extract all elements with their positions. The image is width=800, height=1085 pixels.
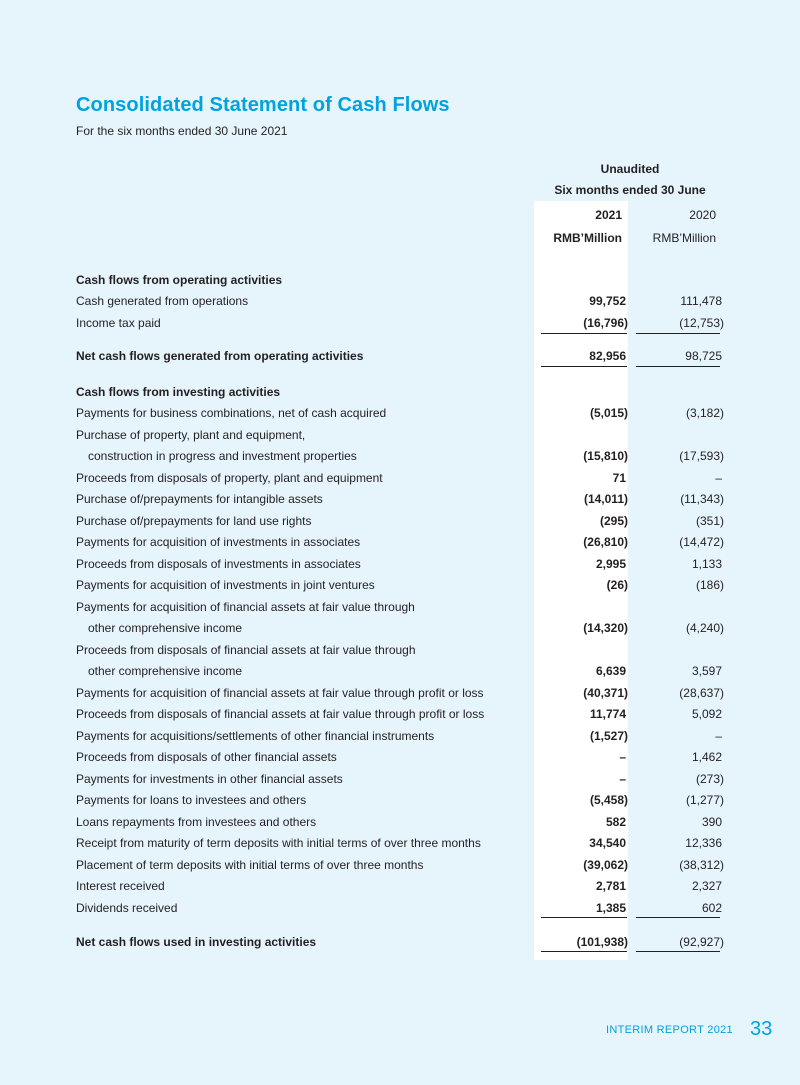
value-2021: – [619,750,626,764]
table-row [0,272,800,288]
value-2021: (40,371) [583,686,628,700]
row-label: other comprehensive income [88,664,243,678]
value-2021: (14,320) [583,621,628,635]
value-2021: (5,015) [589,406,628,420]
subtotal-rule-2021 [541,333,627,334]
table-row [0,728,800,744]
value-2021: (39,062) [583,858,628,872]
table-row [0,685,800,701]
table-row [0,934,800,950]
value-2020: 1,462 [691,750,722,764]
row-label: Receipt from maturity of term deposits with initial terms of over three months [76,836,481,850]
page-number: 33 [750,1018,773,1040]
header-unit-prior: RMB’Million [652,231,716,245]
table-row [0,384,800,400]
row-label: Purchase of property, plant and equipment, [76,428,306,442]
row-label: Payments for acquisition of financial assets at fair value through [76,600,415,614]
row-label: Cash generated from operations [76,294,249,308]
value-2020: – [715,729,722,743]
value-2020: (17,593) [679,449,724,463]
row-label: Payments for acquisitions/settlements of other financial instruments [76,729,435,743]
table-row [0,448,800,464]
row-label: Proceeds from disposals of financial assets at fair value through profit or loss [76,707,485,721]
header-year-current: 2021 [595,208,622,222]
value-2020: 602 [701,901,722,915]
value-2020: (11,343) [680,492,724,506]
row-label: Loans repayments from investees and others [76,815,317,829]
value-2020: (28,637) [679,686,724,700]
table-row [0,878,800,894]
value-2021: 582 [605,815,626,829]
value-2020: (4,240) [685,621,724,635]
value-2021: (5,458) [589,793,628,807]
value-2021: – [619,772,626,786]
table-row [0,315,800,331]
total-rule-2021 [541,366,627,367]
row-label: other comprehensive income [88,621,243,635]
value-2020: 390 [701,815,722,829]
table-row [0,577,800,593]
subtotal-rule-2020 [636,333,720,334]
row-label: Net cash flows used in investing activities [76,935,317,949]
table-row [0,771,800,787]
value-2021: (15,810) [583,449,628,463]
value-2020: – [715,471,722,485]
table-row [0,293,800,309]
value-2020: (14,472) [679,535,724,549]
value-2021: 2,781 [595,879,626,893]
row-label: Cash flows from investing activities [76,385,281,399]
value-2021: 2,995 [595,557,626,571]
row-label: Payments for acquisition of financial assets at fair value through profit or loss [76,686,484,700]
table-row [0,900,800,916]
table-row [0,706,800,722]
row-label: Proceeds from disposals of investments in associates [76,557,361,571]
row-label: Purchase of/prepayments for land use rights [76,514,312,528]
row-label: Payments for investments in other financial assets [76,772,343,786]
value-2020: 12,336 [685,836,722,850]
table-row [0,792,800,808]
value-2021: 11,774 [589,707,626,721]
row-label: Proceeds from disposals of financial assets at fair value through [76,643,416,657]
value-2020: (3,182) [685,406,724,420]
header-unit-current: RMB’Million [553,231,622,245]
table-row [0,835,800,851]
row-label: Income tax paid [76,316,161,330]
total-rule-2020 [636,366,720,367]
row-label: Payments for acquisition of investments in associates [76,535,361,549]
value-2020: (92,927) [679,935,724,949]
row-label: Cash flows from operating activities [76,273,283,287]
page-subtitle: For the six months ended 30 June 2021 [76,124,288,138]
value-2020: (12,753) [679,316,724,330]
value-2021: 34,540 [589,836,626,850]
header-year-prior: 2020 [689,208,716,222]
value-2020: (273) [695,772,724,786]
value-2021: 82,956 [589,349,626,363]
value-2020: 111,478 [680,294,722,308]
row-label: Payments for loans to investees and others [76,793,307,807]
table-row [0,427,800,443]
value-2021: (101,938) [576,935,628,949]
value-2021: 99,752 [589,294,626,308]
row-label: Placement of term deposits with initial terms of over three months [76,858,424,872]
row-label: Proceeds from disposals of property, plant and equipment [76,471,383,485]
row-label: Dividends received [76,901,178,915]
table-row [0,857,800,873]
value-2020: 98,725 [685,349,722,363]
row-label: Net cash flows generated from operating activities [76,349,364,363]
row-label: construction in progress and investment properties [88,449,357,463]
table-row [0,534,800,550]
table-row [0,491,800,507]
table-row [0,642,800,658]
table-row [0,513,800,529]
header-period: Six months ended 30 June [554,183,706,197]
value-2020: (351) [695,514,724,528]
value-2020: 2,327 [691,879,722,893]
header-unaudited: Unaudited [600,162,660,176]
total-rule-2020 [636,951,720,952]
value-2020: (38,312) [679,858,724,872]
table-row [0,405,800,421]
table-row [0,663,800,679]
value-2021: (26) [606,578,628,592]
value-2021: 6,639 [595,664,626,678]
table-row [0,556,800,572]
value-2021: (295) [599,514,628,528]
table-row [0,814,800,830]
row-label: Proceeds from disposals of other financial assets [76,750,337,764]
row-label: Payments for business combinations, net of cash acquired [76,406,387,420]
value-2021: (26,810) [583,535,628,549]
row-label: Interest received [76,879,165,893]
value-2020: (186) [695,578,724,592]
value-2020: 1,133 [691,557,722,571]
table-row [0,599,800,615]
value-2021: 71 [612,471,626,485]
page-title: Consolidated Statement of Cash Flows [76,94,450,116]
table-row [0,749,800,765]
value-2020: 3,597 [691,664,722,678]
table-row [0,470,800,486]
total-rule-2021 [541,951,627,952]
value-2021: (1,527) [589,729,628,743]
value-2020: 5,092 [691,707,722,721]
value-2021: (14,011) [583,492,628,506]
value-2020: (1,277) [685,793,724,807]
row-label: Purchase of/prepayments for intangible assets [76,492,323,506]
table-row [0,348,800,364]
subtotal-rule-2021 [541,917,627,918]
table-row [0,620,800,636]
value-2021: (16,796) [583,316,628,330]
report-name: INTERIM REPORT 2021 [606,1024,733,1036]
row-label: Payments for acquisition of investments in joint ventures [76,578,375,592]
value-2021: 1,385 [595,901,626,915]
subtotal-rule-2020 [636,917,720,918]
